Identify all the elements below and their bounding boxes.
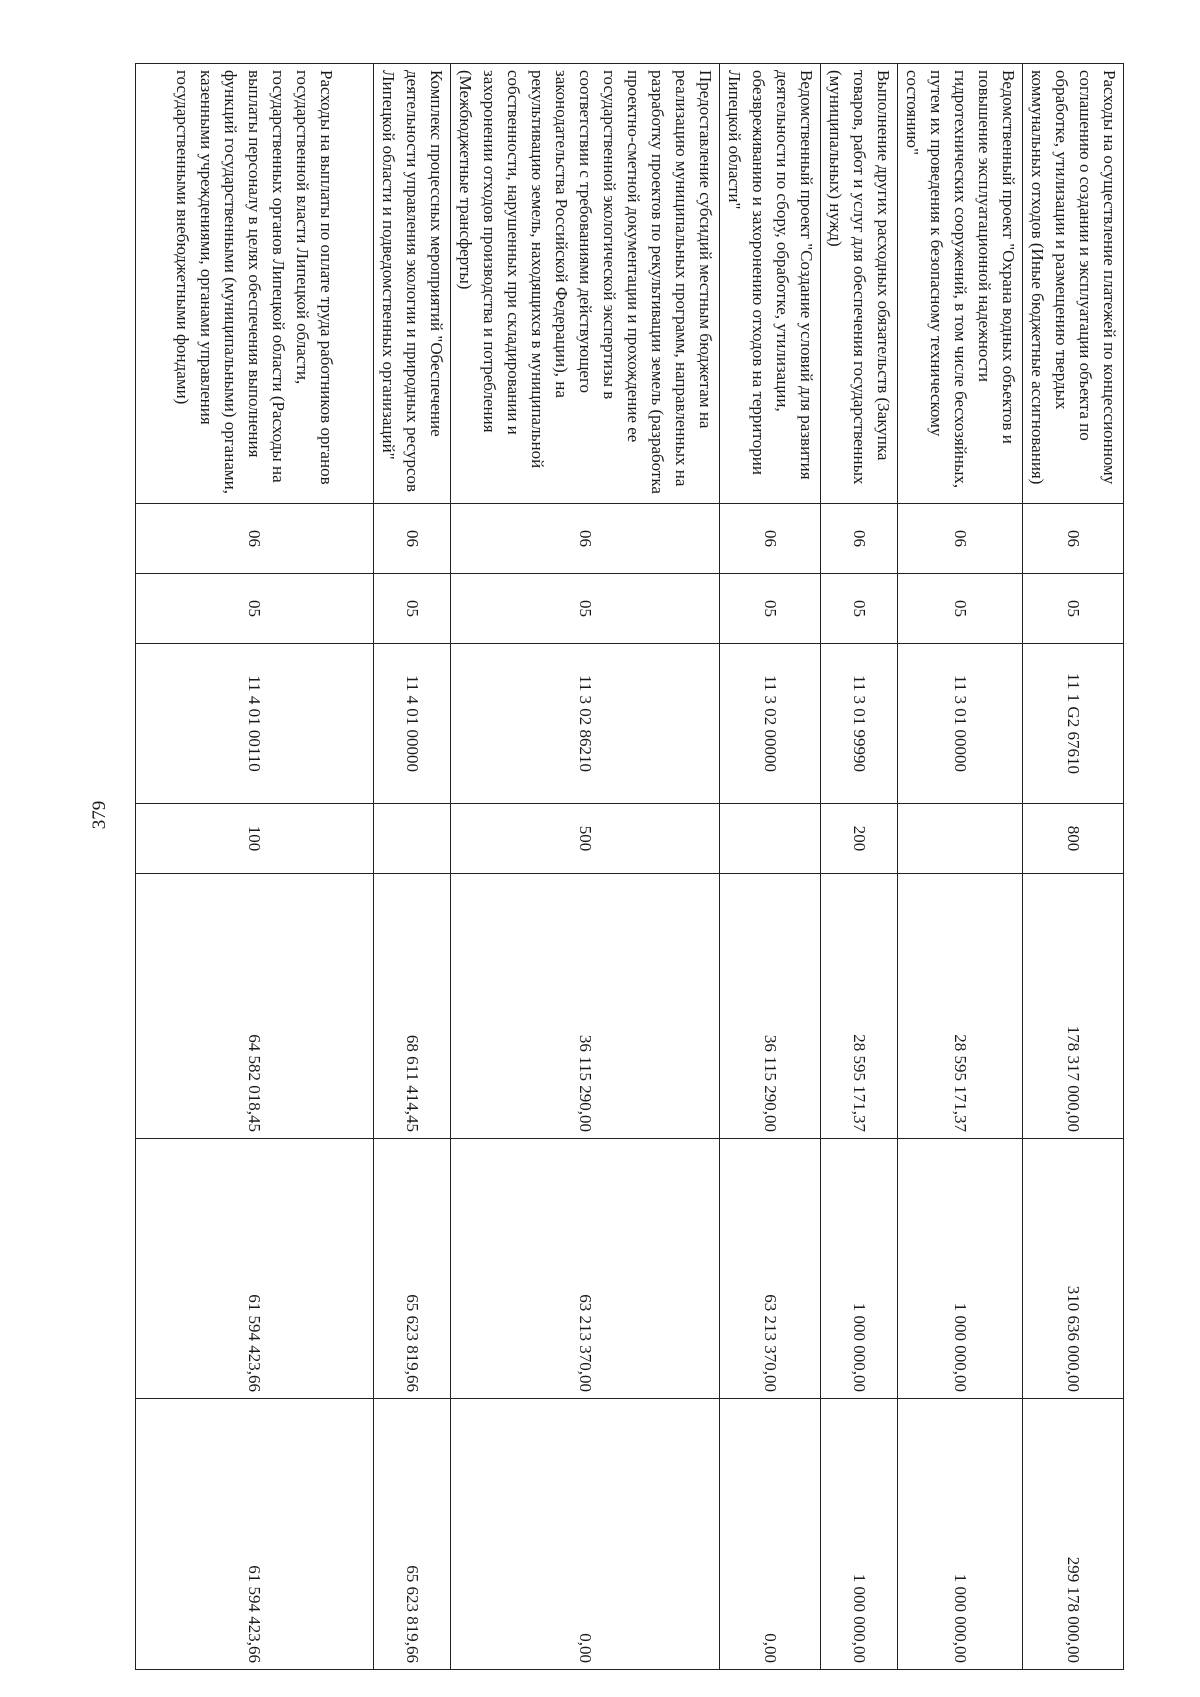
row-subsection-code: 05 [136, 574, 374, 644]
row-amount-year-3: 0,00 [720, 1399, 821, 1670]
table-row [136, 64, 374, 1670]
row-amount-year-1: 28 595 171,37 [821, 874, 898, 1139]
table-row [720, 64, 821, 1670]
table-row [898, 64, 1023, 1670]
row-target-article: 11 3 01 99990 [821, 644, 898, 804]
row-amount-year-1: 68 611 414,45 [374, 874, 451, 1139]
row-section-code: 06 [451, 504, 720, 574]
row-subsection-code: 05 [821, 574, 898, 644]
row-target-article: 11 1 G2 67610 [1023, 644, 1124, 804]
budget-table-rotated [151, 63, 1124, 1669]
row-expense-type [898, 804, 1023, 874]
row-amount-year-2: 63 213 370,00 [720, 1139, 821, 1399]
table-row [1023, 64, 1124, 1670]
row-amount-year-2: 1 000 000,00 [898, 1139, 1023, 1399]
row-amount-year-3: 1 000 000,00 [898, 1399, 1023, 1670]
row-target-article: 11 3 02 00000 [720, 644, 821, 804]
row-target-article: 11 3 02 86210 [451, 644, 720, 804]
page-number: 379 [89, 800, 110, 830]
row-description: Расходы на выплаты по оплате труда работников органов государственной власти Липецкой области, государственных органов Липецкой области (Расходы на выплаты персоналу в целях обеспечения выполнения функций государственными (муниципальными) органами, казенными учреждениями, органами управления государственными внебюджетными фондами) [136, 64, 374, 504]
budget-table [135, 63, 1124, 1670]
row-amount-year-1: 36 115 290,00 [720, 874, 821, 1139]
row-expense-type [374, 804, 451, 874]
row-subsection-code: 05 [374, 574, 451, 644]
row-target-article: 11 4 01 00000 [374, 644, 451, 804]
row-section-code: 06 [898, 504, 1023, 574]
row-description: Предоставление субсидий местным бюджетам на реализацию муниципальных программ, направленных на разработку проектов по рекультивации земель (разработка проектно-сметной документации и прохождение ее государственной экологической экспертизы в соответствии с требованиями действующего законодательства Российской Федерации), на рекультивацию земель, находящихся в муниципальной собственности, нарушенных при складировании и захоронении отходов производства и потребления (Межбюджетные трансферты) [451, 64, 720, 504]
table-row [374, 64, 451, 1670]
row-expense-type [720, 804, 821, 874]
row-section-code: 06 [821, 504, 898, 574]
row-amount-year-1: 64 582 018,45 [136, 874, 374, 1139]
row-description: Расходы на осуществление платежей по концессионному соглашению о создании и эксплуатации объекта по обработке, утилизации и размещению твердых коммунальных отходов (Иные бюджетные ассигнования) [1023, 64, 1124, 504]
row-section-code: 06 [720, 504, 821, 574]
row-subsection-code: 05 [1023, 574, 1124, 644]
row-amount-year-2: 61 594 423,66 [136, 1139, 374, 1399]
row-amount-year-3: 0,00 [451, 1399, 720, 1670]
row-target-article: 11 4 01 00110 [136, 644, 374, 804]
table-row [821, 64, 898, 1670]
row-amount-year-3: 65 623 819,66 [374, 1399, 451, 1670]
row-amount-year-2: 310 636 000,00 [1023, 1139, 1124, 1399]
row-amount-year-3: 299 178 000,00 [1023, 1399, 1124, 1670]
row-amount-year-2: 65 623 819,66 [374, 1139, 451, 1399]
row-expense-type: 200 [821, 804, 898, 874]
row-expense-type: 500 [451, 804, 720, 874]
row-amount-year-1: 36 115 290,00 [451, 874, 720, 1139]
row-subsection-code: 05 [898, 574, 1023, 644]
row-description: Комплекс процессных мероприятий "Обеспечение деятельности управления экологии и природных ресурсов Липецкой области и подведомственных организаций" [374, 64, 451, 504]
row-target-article: 11 3 01 00000 [898, 644, 1023, 804]
row-section-code: 06 [374, 504, 451, 574]
row-section-code: 06 [136, 504, 374, 574]
row-amount-year-3: 61 594 423,66 [136, 1399, 374, 1670]
row-amount-year-2: 63 213 370,00 [451, 1139, 720, 1399]
row-description: Ведомственный проект "Создание условий для развития деятельности по сбору, обработке, утилизации, обезвреживанию и захоронению отходов на территории Липецкой области" [720, 64, 821, 504]
row-section-code: 06 [1023, 504, 1124, 574]
row-description: Выполнение других расходных обязательств (Закупка товаров, работ и услуг для обеспечения государственных (муниципальных) нужд) [821, 64, 898, 504]
row-expense-type: 800 [1023, 804, 1124, 874]
row-subsection-code: 05 [451, 574, 720, 644]
row-amount-year-3: 1 000 000,00 [821, 1399, 898, 1670]
row-subsection-code: 05 [720, 574, 821, 644]
row-expense-type: 100 [136, 804, 374, 874]
table-row [451, 64, 720, 1670]
row-description: Ведомственный проект "Охрана водных объектов и повышение эксплуатационной надежности гидротехнических сооружений, в том числе бесхозяйных, путем их проведения к безопасному техническому состоянию" [898, 64, 1023, 504]
row-amount-year-2: 1 000 000,00 [821, 1139, 898, 1399]
row-amount-year-1: 178 317 000,00 [1023, 874, 1124, 1139]
row-amount-year-1: 28 595 171,37 [898, 874, 1023, 1139]
